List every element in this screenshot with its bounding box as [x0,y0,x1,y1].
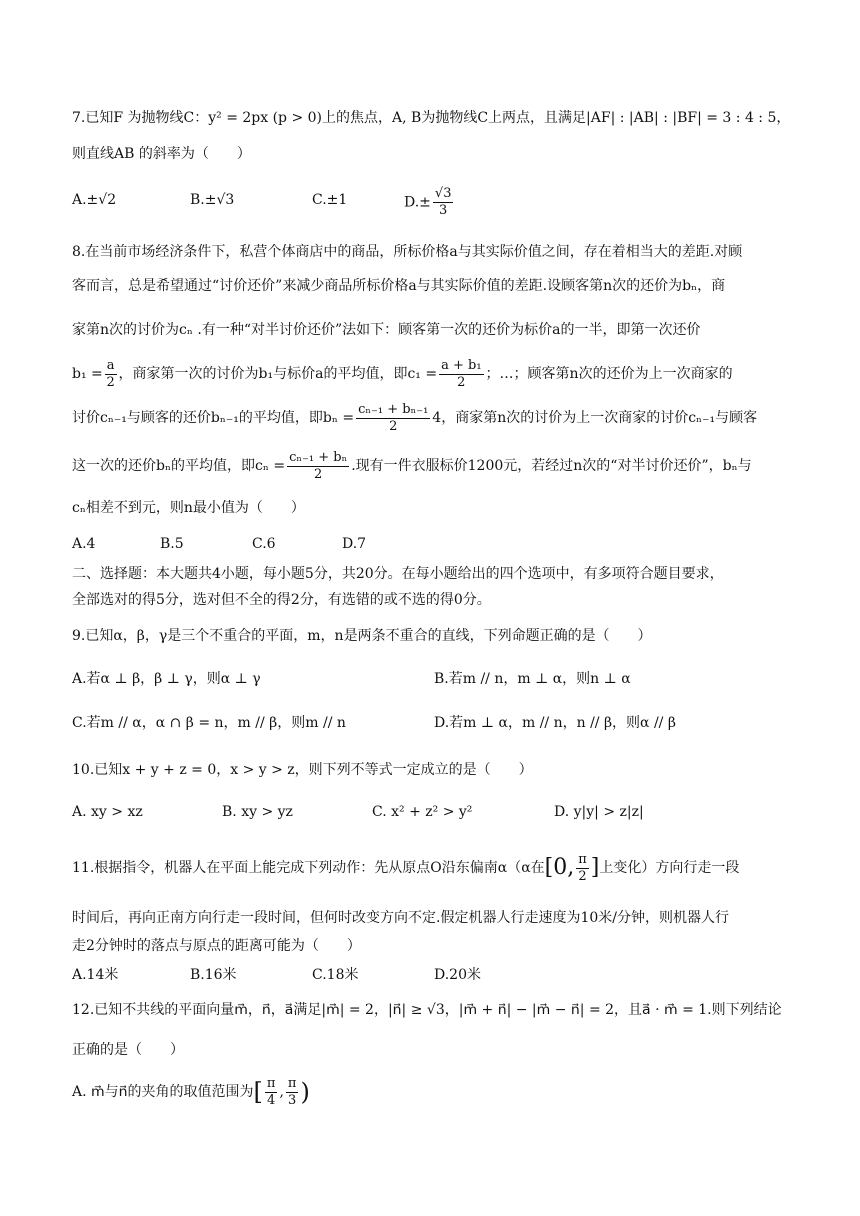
q11-interval-close: ] [590,855,600,880]
q8-fraction-cn [287,450,349,483]
q8-stem-line4 [72,356,733,392]
q8-line5-prefix: 讨价cₙ₋₁与顾客的还价bₙ₋₁的平均值，即bₙ = [72,410,355,426]
q8-line6-prefix: 这一次的还价bₙ的平均值，即cₙ = [72,458,286,474]
q8-line4-suffix: ；…；顾客第n次的还价为上一次商家的 [485,366,733,382]
q9-option-a: A.若α ⊥ β，β ⊥ γ，则α ⊥ γ [72,671,261,687]
q11-option-b: B.16米 [190,967,237,983]
q11-line1-prefix: 11.根据指令，机器人在平面上能完成下列动作：先从原点O沿东偏南α（α在 [72,860,545,876]
q12-stem-line1: 12.已知不共线的平面向量m⃗，n⃗，a⃗满足|m⃗| = 2，|n⃗| ≥ √3，|m⃗ + n⃗| − |m⃗ − n⃗| = 2，且a⃗ · m⃗ = 1.则下列结论 [72,1002,782,1018]
denominator: 4 [267,1092,276,1108]
q7-option-d-prefix: D.± [404,194,431,211]
q7-option-a: A.±√2 [72,192,117,208]
q8-stem-line2: 客而言，总是希望通过“讨价还价”来减少商品所标价格a与其实际价值的差距.设顾客第n次的还价为bₙ，商 [72,278,726,294]
denominator: 2 [389,418,398,434]
q12-interval-close: ) [300,1078,310,1106]
q7-stem-line2: 则直线AB 的斜率为（ ） [72,146,251,162]
q7-option-d-fraction [433,186,454,219]
q8-fraction-c1 [439,358,483,391]
q11-line1-suffix: 上变化）方向行走一段 [599,860,740,876]
numerator: π [266,1075,276,1091]
q8-option-a: A.4 [72,536,96,552]
q9-stem: 9.已知α，β，γ是三个不重合的平面，m，n是两条不重合的直线，下列命题正确的是（ ） [72,628,652,644]
denominator: 3 [288,1092,297,1108]
numerator: cₙ₋₁ + bₙ [289,449,348,465]
q10-option-a: A. xy > xz [72,804,143,820]
q8-option-d: D.7 [342,536,367,552]
q8-line6-suffix: .现有一件衣服标价1200元，若经过n次的“对半讨价还价”，bₙ与 [351,458,752,474]
q8-stem-line3: 家第n次的讨价为cₙ .有一种“对半讨价还价”法如下：顾客第一次的还价为标价a的一半，即第一次还价 [72,322,701,338]
q11-option-a: A.14米 [72,967,119,983]
q11-interval-fraction [576,852,589,885]
q7-option-d [404,186,455,219]
section2-heading-line1: 二、选择题：本大题共4小题，每小题5分，共20分。在每小题给出的四个选项中，有多项符合题目要求， [72,566,724,582]
numerator: cₙ₋₁ + bₙ₋₁ [358,401,429,417]
q8-stem-line7: cₙ相差不到元，则n最小值为（ ） [72,500,305,516]
q11-option-c: C.18米 [312,967,359,983]
q9-option-d: D.若m ⊥ α，m // n，n // β，则α // β [434,715,676,731]
numerator: a [106,357,115,373]
q11-interval-open: [0, [544,855,575,880]
q11-stem-line2: 时间后，再向正南方向行走一段时间，但何时改变方向不定.假定机器人行走速度为10米/分钟，则机器人行 [72,910,729,926]
q10-option-d: D. y|y| > z|z| [554,804,644,820]
q8-stem-line5 [72,400,757,436]
denominator: 2 [106,374,115,390]
numerator: π [287,1075,297,1091]
q7-option-b: B.±√3 [190,192,235,208]
q8-line4-mid: ，商家第一次的讨价为b₁与标价a的平均值，即c₁ = [118,366,438,382]
q11-option-d: D.20米 [434,967,481,983]
q8-line5-suffix: 4，商家第n次的讨价为上一次商家的讨价cₙ₋₁与顾客 [432,410,758,426]
q12-stem-line2: 正确的是（ ） [72,1042,184,1058]
q8-stem-line6 [72,448,752,484]
q12-option-a-text: A. m⃗与n⃗的夹角的取值范围为 [72,1084,254,1100]
q10-stem: 10.已知x + y + z = 0，x > y > z，则下列不等式一定成立的是（ ） [72,762,533,778]
q11-stem-line1 [72,846,739,890]
q12-interval-open: [ [253,1078,263,1106]
q8-option-c: C.6 [252,536,276,552]
numerator: a + b₁ [441,357,482,373]
q7-option-d-numerator: √3 [434,186,452,201]
q8-b1-label: b₁ = [72,366,103,382]
q8-stem-line1: 8.在当前市场经济条件下，私营个体商店中的商品，所标价格a与其实际价值之间，存在着相当大的差距.对顾 [72,244,743,260]
q9-option-b: B.若m // n，m ⊥ α，则n ⊥ α [434,671,631,687]
q12-fraction-pi-over-3 [286,1076,299,1109]
q7-stem-line1: 7.已知F 为抛物线C：y² = 2px (p > 0)上的焦点，A, B为抛物线C上两点，且满足|AF| : |AB| : |BF| = 3 : 4 : 5， [72,110,791,126]
numerator: π [578,851,587,867]
q7-option-c: C.±1 [312,192,348,208]
denominator: 2 [578,868,587,884]
q12-fraction-pi-over-4 [265,1076,278,1109]
q11-stem-line3: 走2分钟时的落点与原点的距离可能为（ ） [72,938,361,954]
q8-option-b: B.5 [160,536,184,552]
denominator: 2 [314,466,323,482]
q8-fraction-a-over-2 [105,358,117,391]
section2-heading-line2: 全部选对的得5分，选对但不全的得2分，有选错的或不选的得0分。 [72,592,491,608]
q10-option-b: B. xy > yz [222,804,293,820]
q12-interval-comma: , [279,1084,284,1100]
q9-option-c: C.若m // α，α ∩ β = n，m // β，则m // n [72,715,346,731]
q10-option-c: C. x² + z² > y² [372,804,473,820]
q12-option-a [72,1070,310,1114]
q8-fraction-bn [356,402,430,435]
q7-option-d-denominator: 3 [439,203,448,218]
denominator: 2 [457,374,466,390]
